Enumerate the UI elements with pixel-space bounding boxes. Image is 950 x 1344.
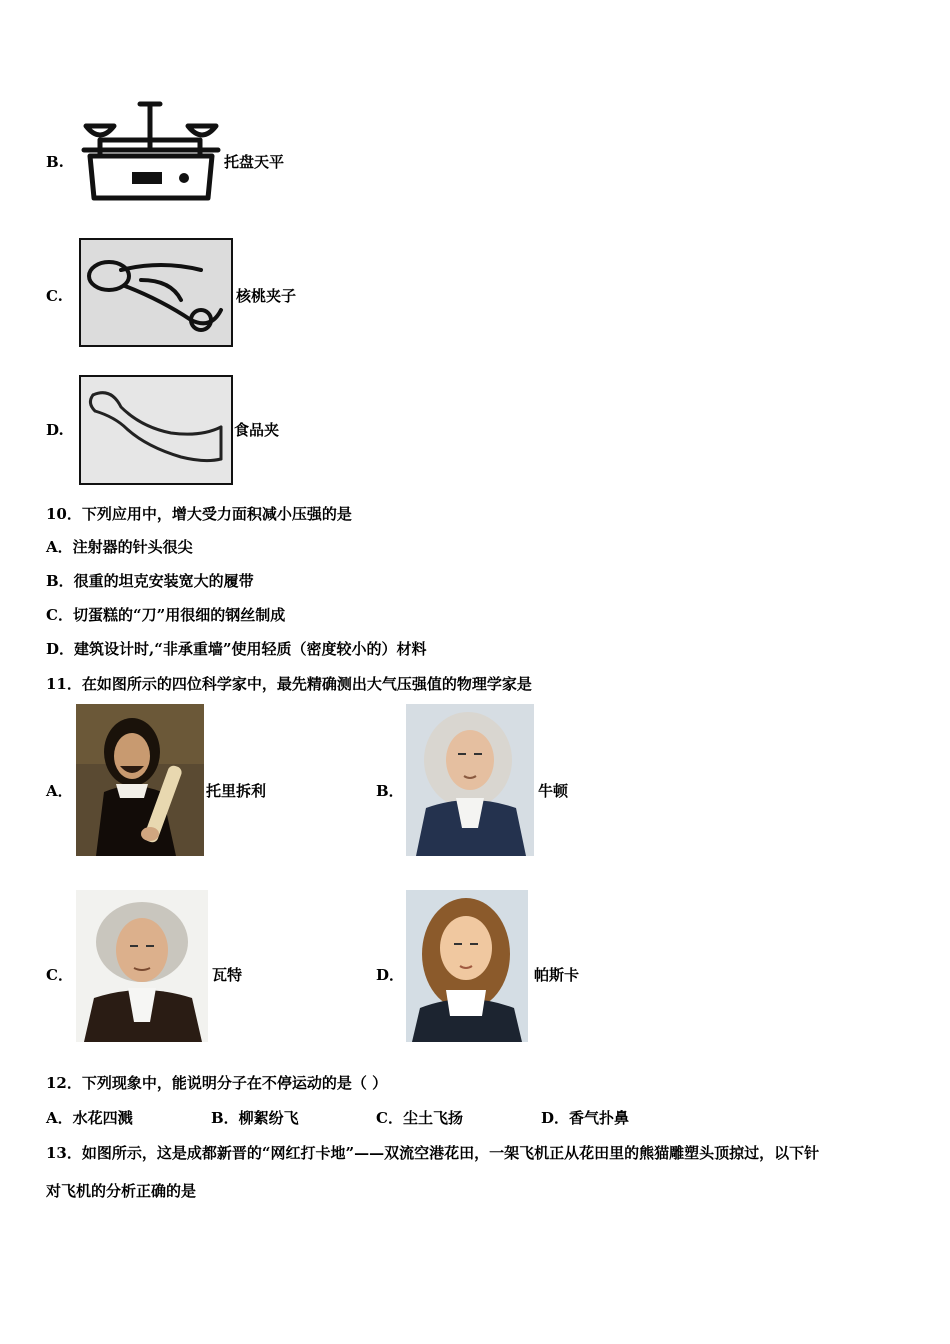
food-tongs-icon [79,375,233,485]
option-a: A．水花四溅 [46,1109,133,1127]
question-stem-line1: 13．如图所示，这是成都新晋的“网红打卡地”——双流空港花田，一架飞机正从花田里的熊猫雕塑头顶掠过，以下针 [46,1144,820,1162]
question-stem: 12．下列现象中，能说明分子在不停运动的是（ ） [46,1074,388,1092]
option-letter: C． [46,966,73,984]
option-b: B．很重的坦克安装宽大的履带 [46,572,254,590]
option-letter: A． [46,782,73,800]
option-letter: D． [376,966,405,984]
balance-scale-icon [80,100,222,206]
option-a: A．注射器的针头很尖 [46,538,193,556]
option-letter: D. [46,421,64,439]
option-c: C．切蛋糕的“刀”用很细的钢丝制成 [46,606,286,624]
option-caption: 食品夹 [234,421,280,439]
newton-portrait [406,704,534,856]
question-stem: 11．在如图所示的四位科学家中，最先精确测出大气压强值的物理学家是 [46,675,532,693]
option-d: D．香气扑鼻 [541,1109,630,1127]
option-d: D．建筑设计时,“非承重墙”使用轻质（密度较小的）材料 [46,640,427,658]
torricelli-portrait [76,704,204,856]
option-c: C．尘土飞扬 [376,1109,463,1127]
option-b: B．柳絮纷飞 [211,1109,299,1127]
watt-portrait [76,890,208,1042]
option-caption: 牛顿 [538,782,569,800]
option-caption: 核桃夹子 [236,287,297,305]
option-letter: B． [376,782,404,800]
nutcracker-icon [79,238,233,347]
question-stem: 10．下列应用中，增大受力面积减小压强的是 [46,505,352,523]
option-caption: 托里拆利 [206,782,267,800]
option-letter: B. [46,153,64,171]
option-letter: C. [46,287,63,305]
option-caption: 瓦特 [212,966,243,984]
question-stem-line2: 对飞机的分析正确的是 [46,1182,197,1200]
option-caption: 托盘天平 [224,153,285,171]
pascal-portrait [406,890,528,1042]
option-caption: 帕斯卡 [534,966,580,984]
